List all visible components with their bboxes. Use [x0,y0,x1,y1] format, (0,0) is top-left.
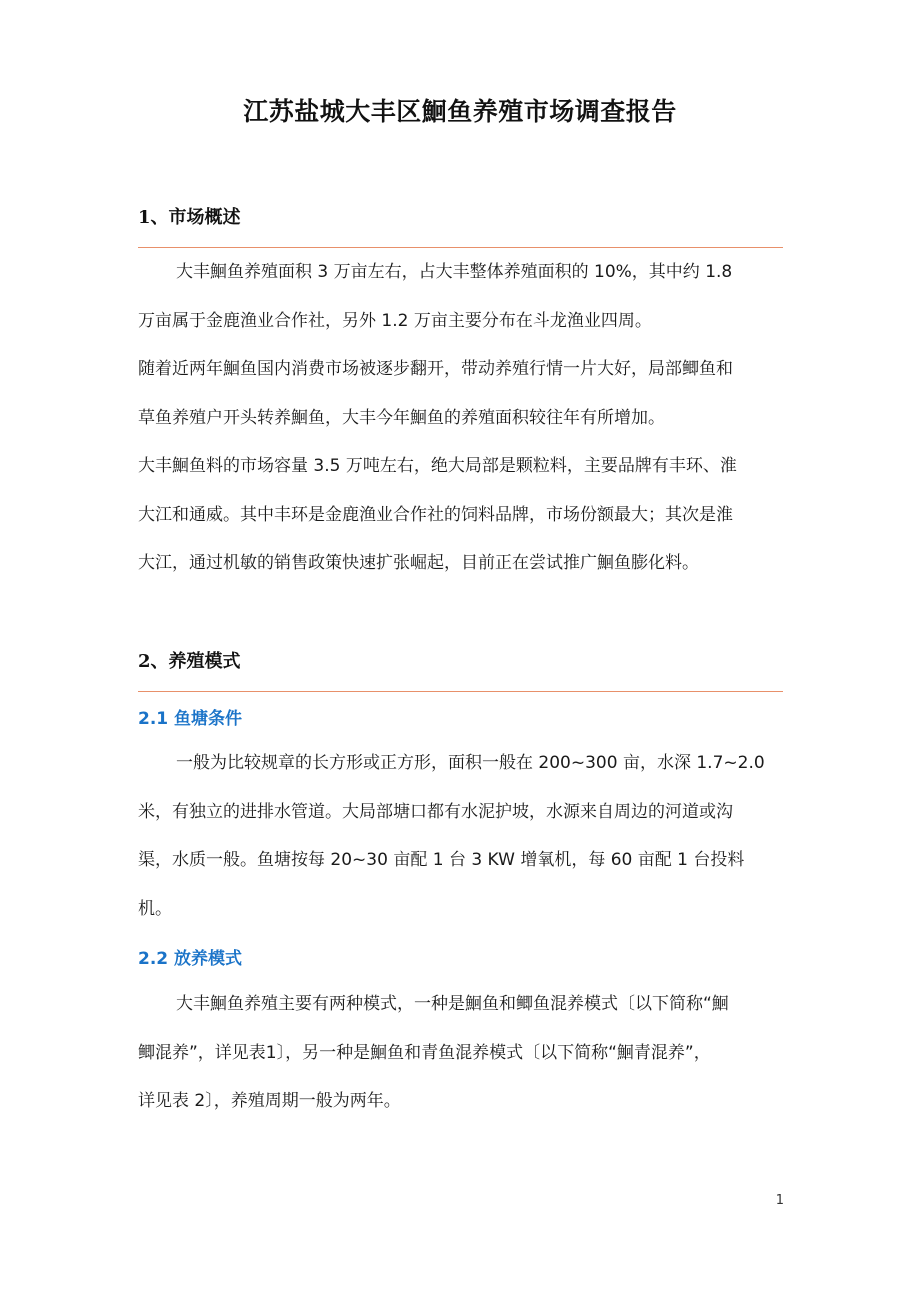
subsection-2-2-heading: 2.2 放养模式 [138,949,243,969]
document-title: 江苏盐城大丰区鮰鱼养殖市场调查报告 [243,97,677,126]
body-line: 大丰鮰鱼养殖主要有两种模式，一种是鮰鱼和鲫鱼混养模式〔以下简称“鮰 [176,994,729,1014]
body-line: 万亩属于金鹿渔业合作社，另外 1.2 万亩主要分布在斗龙渔业四周。 [138,310,652,331]
section-2-divider [138,691,783,692]
subsection-2-1-heading: 2.1 鱼塘条件 [138,709,243,729]
body-line: 机。 [138,898,172,919]
body-line: 米，有独立的进排水管道。大局部塘口都有水泥护坡，水源来自周边的河道或沟 [138,801,733,822]
body-line: 随着近两年鮰鱼国内消费市场被逐步翻开，带动养殖行情一片大好，局部鲫鱼和 [138,359,733,379]
body-line: 大江和通威。其中丰环是金鹿渔业合作社的饲料品牌，市场份额最大；其次是淮 [138,504,733,525]
body-line: 鲫混养”，详见表1〕，另一种是鮰鱼和青鱼混养模式〔以下简称“鮰青混养”， [138,1042,711,1063]
subsection-2-1-body [138,739,783,933]
subsection-2-2-body [138,980,783,1126]
body-line: 一般为比较规章的长方形或正方形，面积一般在 200~300 亩，水深 1.7~2.0 [176,753,765,773]
section-1-heading: 1、市场概述 [138,207,241,228]
body-line: 大丰鮰鱼养殖面积 3 万亩左右，占大丰整体养殖面积的 10%，其中约 1.8 [176,262,733,282]
section-1-body [138,248,783,588]
section-2-heading: 2、养殖模式 [138,651,241,672]
body-line: 草鱼养殖户开头转养鮰鱼，大丰今年鮰鱼的养殖面积较往年有所增加。 [138,407,665,428]
body-line: 详见表 2〕，养殖周期一般为两年。 [138,1091,401,1111]
body-line: 渠，水质一般。鱼塘按每 20~30 亩配 1 台 3 KW 增氧机，每 60 亩配 1 台投料 [138,850,745,870]
body-line: 大丰鮰鱼料的市场容量 3.5 万吨左右，绝大局部是颗粒料，主要品牌有丰环、淮 [138,456,737,476]
page-number: 1 [775,1193,784,1208]
body-line: 大江，通过机敏的销售政策快速扩张崛起，目前正在尝试推广鮰鱼膨化料。 [138,553,699,573]
